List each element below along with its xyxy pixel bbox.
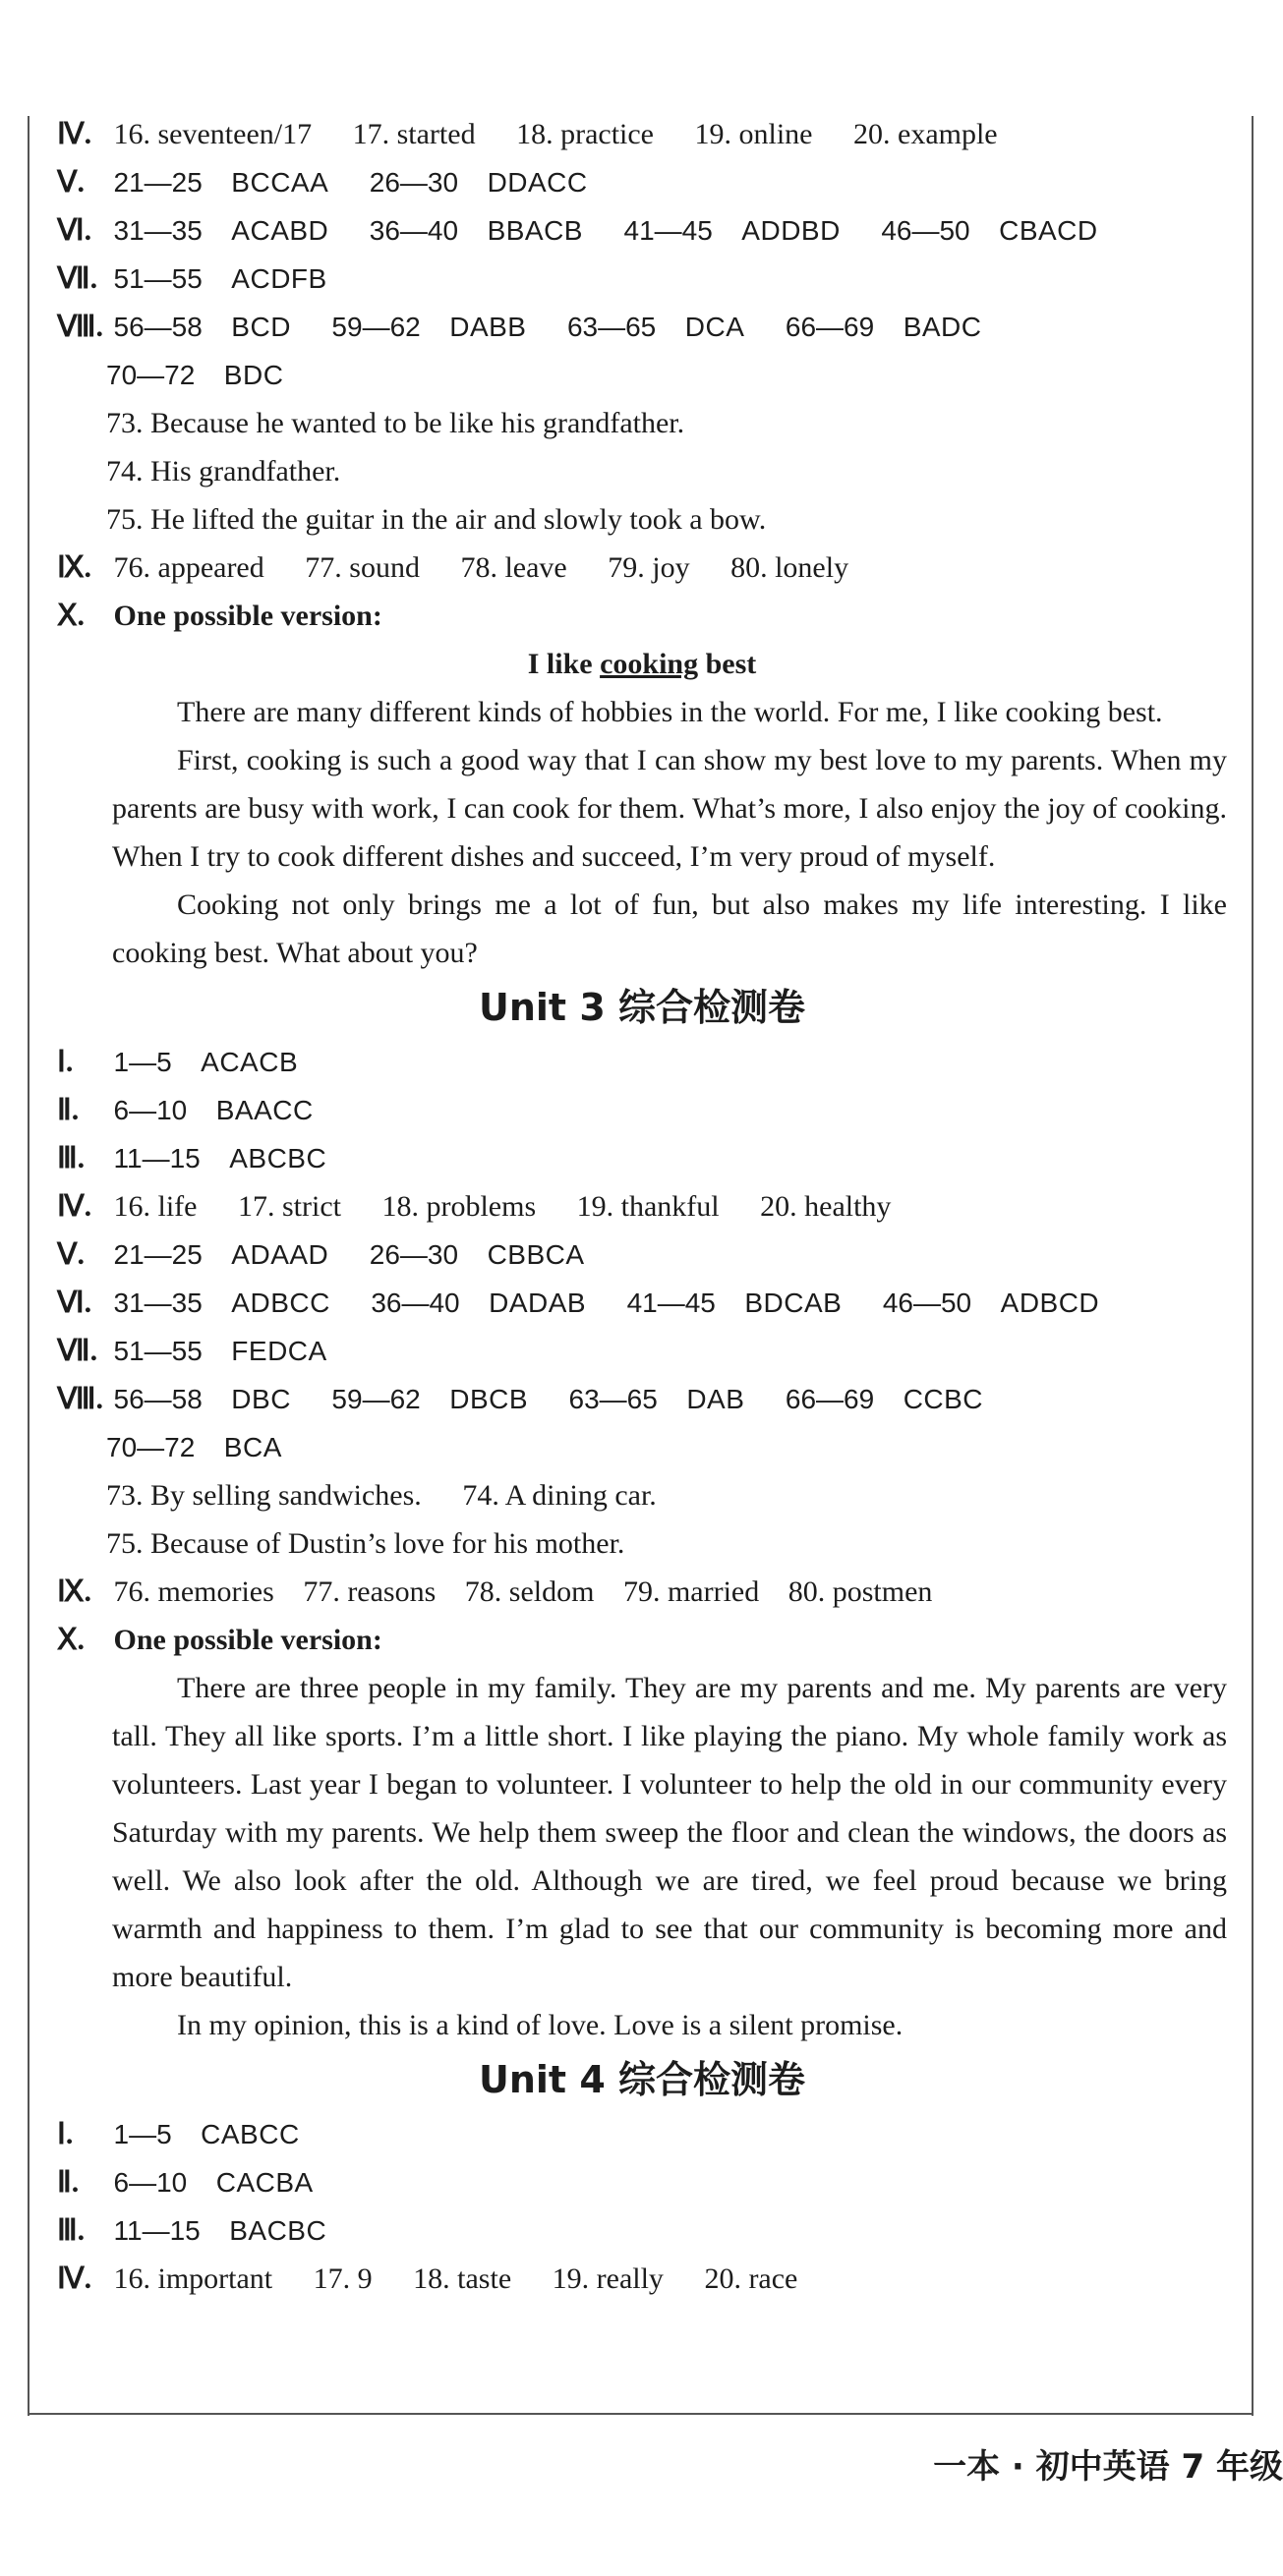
answer-row-x <box>57 592 1227 640</box>
fill-answer: 20. race <box>704 2262 798 2295</box>
u3-row-viii <box>57 1375 1227 1423</box>
u4-row-i <box>57 2110 1227 2158</box>
choice-answers: BCCAA <box>231 167 329 198</box>
roman-numeral: Ⅳ. <box>57 118 92 150</box>
fill-answer: 17. 9 <box>313 2262 373 2295</box>
short-answer: 73. By selling sandwiches. <box>106 1479 422 1512</box>
question-range: 41—45 <box>623 215 713 246</box>
roman-numeral: Ⅸ. <box>57 551 92 584</box>
question-range: 63—65 <box>568 1384 658 1414</box>
choice-answers: BCA <box>223 1432 282 1462</box>
question-range: 26—30 <box>369 1239 459 1270</box>
question-range: 21—25 <box>113 167 203 198</box>
choice-answers: ABCBC <box>229 1143 327 1174</box>
question-range: 46—50 <box>882 1288 972 1318</box>
short-answer: 75. Because of Dustin’s love for his mother. <box>106 1527 625 1560</box>
choice-answers: DABB <box>449 312 527 342</box>
fill-answer: 20. healthy <box>760 1190 892 1223</box>
question-range: 31—35 <box>113 215 203 246</box>
choice-answers: DBCB <box>449 1384 529 1414</box>
u3-row-x <box>57 1616 1227 1664</box>
fill-answer: 79. married <box>622 1575 760 1608</box>
fill-answer: 77. reasons <box>303 1575 437 1608</box>
u3-row-v <box>57 1231 1227 1279</box>
fill-answer: 17. started <box>352 118 476 150</box>
fill-answer: 79. joy <box>608 551 690 584</box>
choice-answers: DDACC <box>487 167 588 198</box>
u3-row-vi <box>57 1279 1227 1327</box>
fill-answer: 16. important <box>113 2262 273 2295</box>
short-answer: 75. He lifted the guitar in the air and slowly took a bow. <box>106 503 767 536</box>
question-range: 6—10 <box>113 1095 188 1125</box>
fill-answer: 76. appeared <box>113 551 264 584</box>
question-range: 1—5 <box>113 2119 172 2149</box>
choice-answers: ADDBD <box>741 215 841 246</box>
question-range: 11—15 <box>113 1143 201 1174</box>
page-footer: 一本 · 初中英语 7 年级 <box>933 2447 1283 2487</box>
question-range: 1—5 <box>113 1047 172 1077</box>
question-range: 70—72 <box>106 1432 196 1462</box>
choice-answers: BCD <box>231 312 291 342</box>
roman-numeral: Ⅰ. <box>57 1046 74 1078</box>
choice-answers: BADC <box>903 312 982 342</box>
choice-answers: ADAAD <box>231 1239 329 1270</box>
essay-paragraph: Cooking not only brings me a lot of fun, but also makes my life interesting. I like cooking best. What about you? <box>112 888 1227 969</box>
fill-answer: 20. example <box>853 118 998 150</box>
roman-numeral: Ⅰ. <box>57 2118 74 2150</box>
right-border-rule <box>1252 116 1254 2416</box>
fill-answer: 17. strict <box>237 1190 341 1223</box>
u3-short-answers <box>57 1471 1227 1519</box>
roman-numeral: Ⅴ. <box>57 1238 86 1271</box>
essay-title: I like cooking best <box>527 648 757 680</box>
essay-label: One possible version: <box>113 600 382 632</box>
essay-paragraph: There are three people in my family. They are my parents and me. My parents are very tall. They all like sports. I’m a little short. I like playing the piano. My whole family work as volunteers. Last year I began to volunteer. I volunteer to help the old in our community every Saturday with my parents. We help them sweep the floor and clean the windows, the doors as well. We also look after the old. Although we are tired, we feel proud because we bring warmth and happiness to them. I’m glad to see that our community is becoming more and more beautiful. <box>112 1672 1227 1993</box>
choice-answers: CCBC <box>903 1384 984 1414</box>
fill-answer: 78. seldom <box>464 1575 595 1608</box>
question-range: 59—62 <box>331 1384 421 1414</box>
roman-numeral: Ⅴ. <box>57 166 86 199</box>
fill-answer: 78. leave <box>460 551 567 584</box>
question-range: 46—50 <box>881 215 970 246</box>
answer-row-vi <box>57 206 1227 255</box>
choice-answers: BDC <box>223 360 284 390</box>
essay-label: One possible version: <box>113 1624 382 1656</box>
short-answer: 74. A dining car. <box>462 1479 657 1512</box>
question-range: 26—30 <box>369 167 459 198</box>
u4-row-iii <box>57 2206 1227 2255</box>
choice-answers: ACACB <box>201 1047 299 1077</box>
answer-row-v <box>57 158 1227 206</box>
fill-answer: 76. memories <box>113 1575 274 1608</box>
fill-answer: 19. online <box>694 118 813 150</box>
u4-row-ii <box>57 2158 1227 2206</box>
answer-row-viii <box>57 303 1227 351</box>
fill-answer: 80. postmen <box>787 1575 933 1608</box>
answer-row-iv <box>57 110 1227 158</box>
fill-answer: 18. practice <box>516 118 654 150</box>
question-range: 6—10 <box>113 2167 188 2198</box>
u3-row-i <box>57 1038 1227 1086</box>
fill-answer: 19. really <box>552 2262 664 2295</box>
question-range: 66—69 <box>785 312 875 342</box>
roman-numeral: Ⅲ. <box>57 1142 86 1174</box>
choice-answers: BBACB <box>487 215 583 246</box>
u3-row-vii <box>57 1327 1227 1375</box>
roman-numeral: Ⅶ. <box>57 262 98 295</box>
choice-answers: ADBCC <box>231 1288 330 1318</box>
question-range: 51—55 <box>113 263 203 294</box>
unit4-heading: Unit 4 综合检测卷 <box>479 2058 805 2101</box>
roman-numeral: Ⅲ. <box>57 2214 86 2247</box>
choice-answers: CACBA <box>215 2167 314 2198</box>
roman-numeral: Ⅱ. <box>57 2166 80 2199</box>
fill-answer: 19. thankful <box>576 1190 720 1223</box>
short-answer: 74. His grandfather. <box>106 455 341 487</box>
u3-row-iii <box>57 1134 1227 1182</box>
choice-answers: CABCC <box>201 2119 300 2149</box>
fill-answer: 77. sound <box>305 551 420 584</box>
essay-paragraph: There are many different kinds of hobbies in the world. For me, I like cooking best. <box>177 696 1163 728</box>
roman-numeral: Ⅵ. <box>57 214 92 247</box>
fill-answer: 18. taste <box>413 2262 512 2295</box>
choice-answers: DAB <box>686 1384 745 1414</box>
roman-numeral: Ⅳ. <box>57 1190 92 1223</box>
roman-numeral: Ⅹ. <box>57 600 86 632</box>
roman-numeral: Ⅱ. <box>57 1094 80 1126</box>
short-answer: 73. Because he wanted to be like his grandfather. <box>106 407 685 439</box>
roman-numeral: Ⅹ. <box>57 1624 86 1656</box>
choice-answers: FEDCA <box>231 1336 327 1366</box>
choice-answers: BAACC <box>215 1095 314 1125</box>
fill-answer: 80. lonely <box>730 551 849 584</box>
choice-answers: ADBCD <box>1000 1288 1100 1318</box>
answer-row-ix <box>57 544 1227 592</box>
left-border-rule <box>28 116 29 2416</box>
question-range: 63—65 <box>566 312 657 342</box>
unit3-heading: Unit 3 综合检测卷 <box>479 986 805 1029</box>
roman-numeral: Ⅷ. <box>57 311 104 343</box>
u3-row-iv <box>57 1182 1227 1231</box>
question-range: 56—58 <box>113 312 203 342</box>
choice-answers: ACDFB <box>231 263 327 294</box>
question-range: 11—15 <box>113 2215 201 2246</box>
essay-paragraph: In my opinion, this is a kind of love. Love is a silent promise. <box>177 2009 904 2041</box>
roman-numeral: Ⅵ. <box>57 1287 92 1319</box>
answer-row-viii-cont <box>57 351 1227 399</box>
u3-row-ix <box>57 1568 1227 1616</box>
u3-row-ii <box>57 1086 1227 1134</box>
choice-answers: ACABD <box>231 215 329 246</box>
choice-answers: BDCAB <box>744 1288 843 1318</box>
question-range: 70—72 <box>106 360 196 390</box>
question-range: 51—55 <box>113 1336 203 1366</box>
question-range: 21—25 <box>113 1239 203 1270</box>
question-range: 56—58 <box>113 1384 203 1414</box>
choice-answers: CBBCA <box>487 1239 585 1270</box>
essay-paragraph: First, cooking is such a good way that I can show my best love to my parents. When my parents are busy with work, I can cook for them. What’s more, I also enjoy the joy of cooking. When I try to cook different dishes and succeed, I’m very proud of myself. <box>112 744 1227 873</box>
fill-answer: 18. problems <box>381 1190 537 1223</box>
bottom-border-rule <box>28 2413 1254 2415</box>
choice-answers: DADAB <box>489 1288 587 1318</box>
question-range: 31—35 <box>113 1288 203 1318</box>
question-range: 36—40 <box>371 1288 460 1318</box>
question-range: 36—40 <box>369 215 459 246</box>
choice-answers: CBACD <box>999 215 1098 246</box>
answer-key-content <box>57 110 1227 2303</box>
choice-answers: BACBC <box>229 2215 327 2246</box>
choice-answers: DBC <box>231 1384 291 1414</box>
roman-numeral: Ⅸ. <box>57 1575 92 1608</box>
choice-answers: DCA <box>684 312 745 342</box>
roman-numeral: Ⅶ. <box>57 1335 98 1367</box>
answer-row-vii <box>57 255 1227 303</box>
question-range: 66—69 <box>785 1384 875 1414</box>
roman-numeral: Ⅳ. <box>57 2262 92 2295</box>
u3-row-viii-cont <box>57 1423 1227 1471</box>
u4-row-iv <box>57 2255 1227 2303</box>
roman-numeral: Ⅷ. <box>57 1383 104 1415</box>
question-range: 59—62 <box>331 312 421 342</box>
fill-answer: 16. seventeen/17 <box>113 118 313 150</box>
question-range: 41—45 <box>626 1288 716 1318</box>
fill-answer: 16. life <box>113 1190 198 1223</box>
